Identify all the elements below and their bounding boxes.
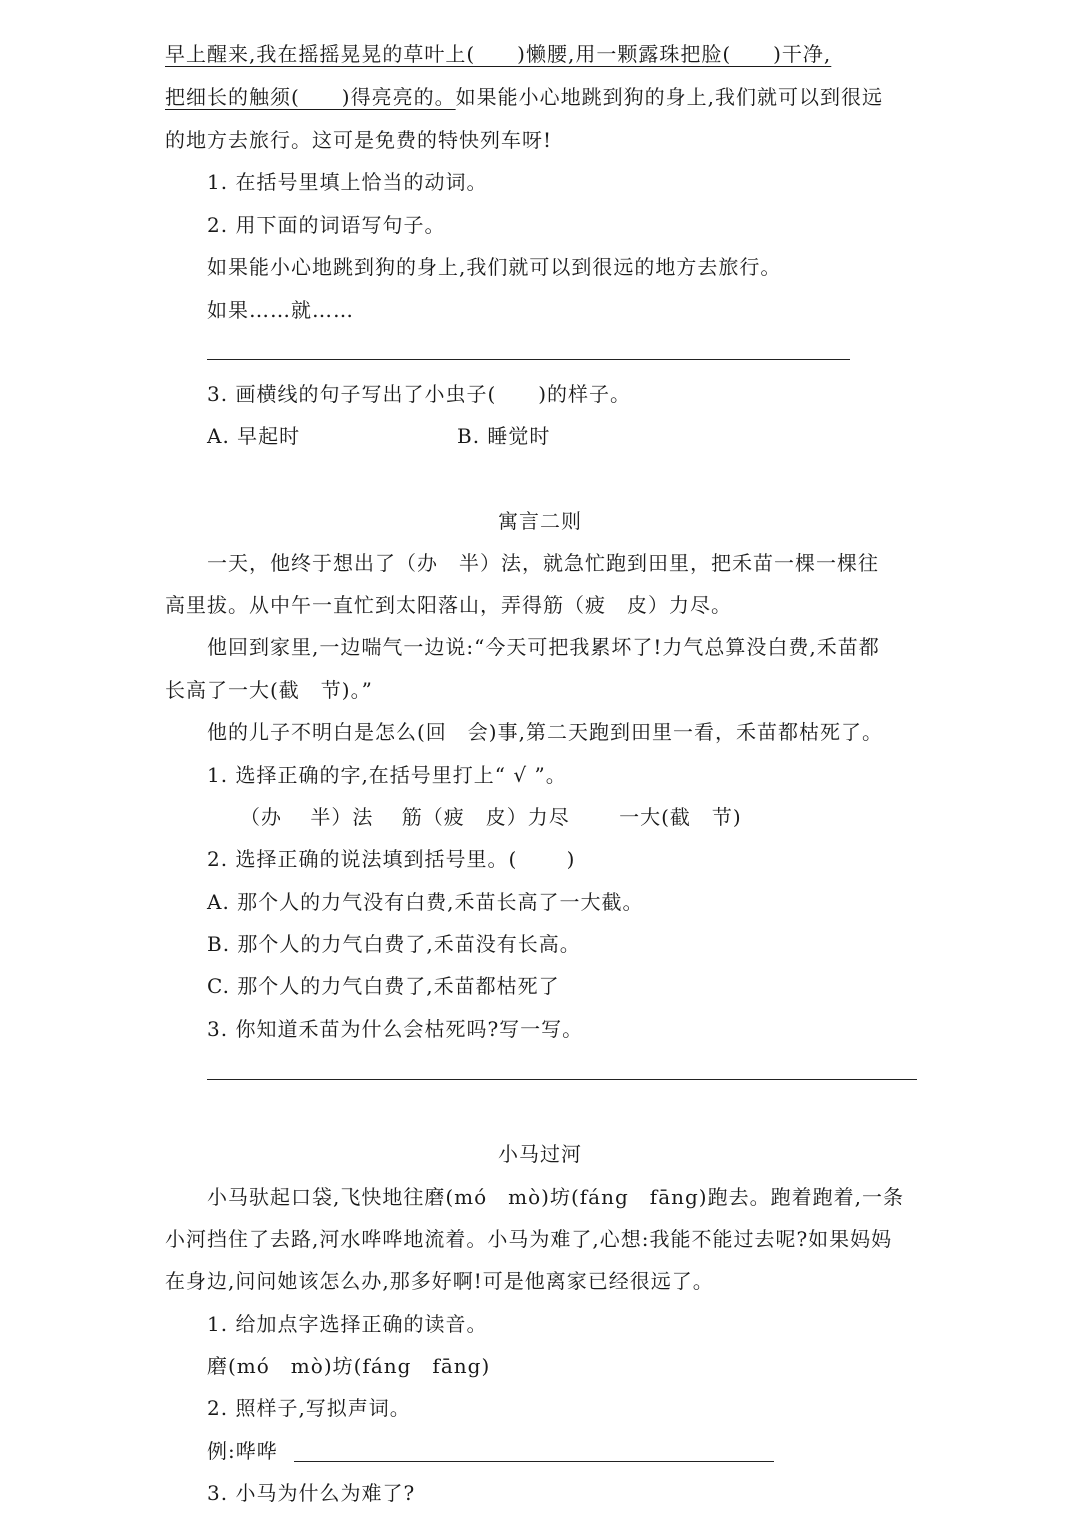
- s3-question-1: 1. 给加点字选择正确的读音。: [207, 1312, 488, 1336]
- passage-1-line-1: 早上醒来,我在摇摇晃晃的草叶上( )懒腰,用一颗露珠把脸( )干净,: [165, 42, 832, 66]
- s3-passage-line-1: 小马驮起口袋,飞快地往磨(mó mò)坊(fáng fāng)跑去。跑着跑着,一条: [207, 1185, 904, 1209]
- passage-1-line-2: [165, 83, 883, 111]
- s3-passage-line-2: 小河挡住了去路,河水哗哗地流着。小马为难了,心想:我能不能过去呢?如果妈妈: [165, 1227, 893, 1251]
- s1-question-1: 1. 在括号里填上恰当的动词。: [207, 170, 488, 194]
- s1-question-2: 2. 用下面的词语写句子。: [207, 213, 446, 237]
- s1-question-3: 3. 画横线的句子写出了小虫子( )的样子。: [207, 382, 632, 406]
- s2-passage-line-3: 他回到家里,一边喘气一边说:“今天可把我累坏了!力气总算没白费,禾苗都: [207, 635, 880, 659]
- s2-passage-line-5: 他的儿子不明白是怎么(回 会)事,第二天跑到田里一看，禾苗都枯死了。: [207, 720, 883, 744]
- s3-question-1-items: 磨(mó mò)坊(fáng fāng): [207, 1354, 491, 1378]
- s2-passage-line-2: 高里拔。从中午一直忙到太阳落山，弄得筋（疲 皮）力尽。: [165, 593, 732, 617]
- passage-1-line-3: 的地方去旅行。这可是免费的特快列车呀!: [165, 128, 553, 152]
- s1-option-a: A. 早起时: [207, 424, 301, 448]
- section-2-title: 寓言二则: [498, 509, 582, 533]
- s2-question-1-items: （办 半）法 筋（疲 皮）力尽 一大(截 节): [240, 805, 742, 829]
- passage-1-line-2-rest: 如果能小心地跳到狗的身上,我们就可以到很远: [455, 85, 883, 109]
- s3-question-2: 2. 照样子,写拟声词。: [207, 1396, 411, 1420]
- answer-line-s2-q3[interactable]: [207, 1079, 917, 1080]
- s3-question-2-example: 例:哗哗: [207, 1439, 278, 1463]
- s1-question-2-pattern: 如果……就……: [207, 298, 354, 322]
- s2-option-a: A. 那个人的力气没有白费,禾苗长高了一大截。: [207, 890, 644, 914]
- s2-passage-line-1: 一天，他终于想出了（办 半）法，就急忙跑到田里，把禾苗一棵一棵往: [207, 551, 879, 575]
- s3-passage-line-3: 在身边,问问她该怎么办,那多好啊!可是他离家已经很远了。: [165, 1269, 714, 1293]
- underlined-sentence-end: 把细长的触须( )得亮亮的。: [165, 85, 456, 109]
- s3-question-3: 3. 小马为什么为难了?: [207, 1481, 416, 1505]
- answer-line-s1-q2[interactable]: [207, 359, 850, 360]
- s2-question-2: 2. 选择正确的说法填到括号里。( ): [207, 847, 576, 871]
- s2-option-b: B. 那个人的力气白费了,禾苗没有长高。: [207, 932, 581, 956]
- s2-question-1: 1. 选择正确的字,在括号里打上“ √ ”。: [207, 763, 567, 787]
- s1-question-2-example: 如果能小心地跳到狗的身上,我们就可以到很远的地方去旅行。: [207, 255, 782, 279]
- s2-option-c: C. 那个人的力气白费了,禾苗都枯死了: [207, 974, 560, 998]
- section-3-title: 小马过河: [498, 1142, 582, 1166]
- s2-question-3: 3. 你知道禾苗为什么会枯死吗?写一写。: [207, 1017, 584, 1041]
- answer-line-s3-q2[interactable]: [294, 1461, 774, 1462]
- s1-option-b: B. 睡觉时: [457, 424, 551, 448]
- s2-passage-line-4: 长高了一大(截 节)。”: [165, 678, 373, 702]
